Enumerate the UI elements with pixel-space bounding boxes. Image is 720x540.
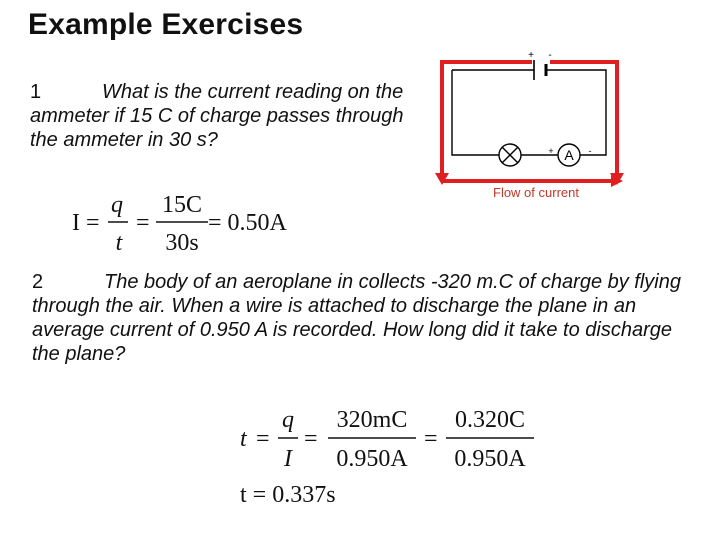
current-flow-arrows — [442, 62, 617, 181]
question-1 — [30, 80, 410, 152]
cell-plus-sign: + — [528, 50, 534, 61]
flow-of-current-label: Flow of current — [493, 185, 579, 200]
eq2-equals-3: = — [424, 426, 438, 452]
eq1-denominator: 30s — [165, 230, 199, 256]
page-title: Example Exercises — [28, 8, 304, 41]
eq2-numerator-1: 320mC — [336, 407, 408, 433]
eq1-equals-2: = — [136, 210, 150, 236]
eq1-numerator: 15C — [161, 192, 203, 218]
ammeter-minus-sign: - — [588, 146, 592, 156]
eq2-denominator-2: 0.950A — [454, 446, 526, 472]
ammeter-label: A — [564, 147, 574, 163]
cell-minus-sign: - — [548, 50, 552, 61]
eq2-equals: = — [256, 426, 270, 452]
question-1-text: What is the current reading on the ammeter if 15 C of charge passes through the ammeter in 30 s? — [30, 81, 404, 151]
circuit-wires — [452, 70, 606, 155]
eq2-numerator-2: 0.320C — [454, 407, 526, 433]
equation-2 — [238, 400, 538, 512]
eq2-I: I — [284, 446, 292, 472]
eq2-q: q — [282, 407, 294, 433]
ammeter-plus-sign: + — [548, 146, 554, 156]
lamp-icon — [499, 144, 521, 166]
eq2-equals-2: = — [304, 426, 318, 452]
circuit-diagram — [430, 44, 630, 204]
cell-icon — [534, 60, 546, 80]
eq1-equals: = — [86, 210, 100, 236]
eq1-q: q — [111, 192, 123, 218]
eq1-current-symbol: I — [72, 210, 80, 236]
eq1-t: t — [115, 230, 123, 256]
eq2-result: t = 0.337s — [240, 482, 336, 508]
eq1-result: = 0.50A — [208, 210, 287, 236]
equation-1 — [70, 186, 310, 258]
question-1-number: 1 — [30, 81, 42, 103]
eq2-denominator-1: 0.950A — [336, 446, 408, 472]
question-2-text: The body of an aeroplane in collects -320 m.C of charge by flying through the air. When a wire is attached to discharge the plane in an average current of 0.950 A is recorded. How long did it take to discharge the plane? — [32, 271, 681, 365]
eq2-time-symbol: t — [240, 426, 247, 452]
question-2 — [32, 270, 692, 366]
question-2-number: 2 — [32, 271, 44, 293]
